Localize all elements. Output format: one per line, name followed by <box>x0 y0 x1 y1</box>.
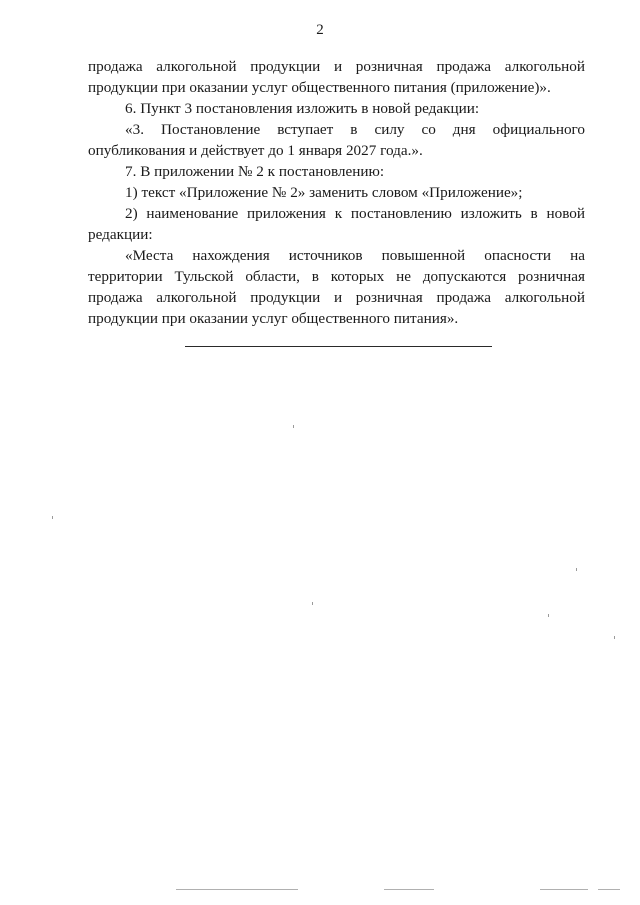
scan-artifact <box>293 425 294 428</box>
paragraph-continuation: продажа алкогольной продукции и розничная продажа алкогольной продукции при оказании услуг общественного питания (приложение)». <box>88 58 585 96</box>
paragraph-item-6-quote: «3. Постановление вступает в силу со дня официального опубликования и действует до 1 января 2027 года.». <box>88 121 585 159</box>
scan-artifact <box>176 889 298 890</box>
document-body <box>88 56 585 329</box>
scan-artifact <box>576 568 577 571</box>
paragraph-item-7: 7. В приложении № 2 к постановлению: <box>125 163 385 180</box>
scan-artifact <box>548 614 549 617</box>
paragraph-item-7-quote: «Места нахождения источников повышенной опасности на территории Тульской области, в которых не допускаются розничная продажа алкогольной продукции и розничная продажа алкогольной продукции при оказании услуг общественного питания». <box>88 247 585 327</box>
paragraph-item-6: 6. Пункт 3 постановления изложить в новой редакции: <box>125 100 480 117</box>
scan-artifact <box>614 636 615 639</box>
scan-artifact <box>598 889 620 890</box>
paragraph-item-7-sub-2: 2) наименование приложения к постановлению изложить в новой редакции: <box>88 205 585 243</box>
scan-artifact <box>384 889 434 890</box>
closing-rule <box>185 346 492 347</box>
scan-artifact <box>312 602 313 605</box>
scan-artifact <box>52 516 53 519</box>
scan-artifact <box>540 889 588 890</box>
paragraph-item-7-sub-1: 1) текст «Приложение № 2» заменить словом «Приложение»; <box>125 184 523 201</box>
page-number: 2 <box>316 22 324 38</box>
